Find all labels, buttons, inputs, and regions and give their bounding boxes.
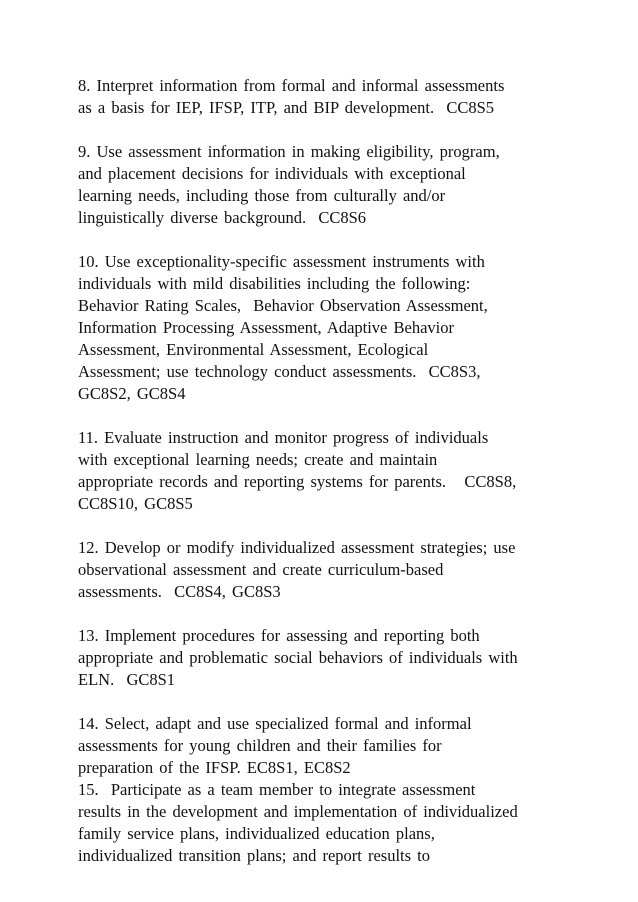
text-line: 8. Interpret information from formal and informal assessments	[78, 76, 505, 95]
text-line: Assessment; use technology conduct assessments. CC8S3,	[78, 362, 481, 381]
text-line: ELN. GC8S1	[78, 670, 176, 689]
text-line: individuals with mild disabilities including the following:	[78, 274, 471, 293]
text-line: Behavior Rating Scales, Behavior Observation Assessment,	[78, 296, 488, 315]
text-line: linguistically diverse background. CC8S6	[78, 208, 367, 227]
text-line: 15. Participate as a team member to integrate assessment	[78, 780, 476, 799]
text-line: with exceptional learning needs; create and maintain	[78, 450, 438, 469]
text-line: Information Processing Assessment, Adaptive Behavior	[78, 318, 454, 337]
text-line: 13. Implement procedures for assessing and reporting both	[78, 626, 480, 645]
text-line: Assessment, Environmental Assessment, Ecological	[78, 340, 429, 359]
text-line: learning needs, including those from culturally and/or	[78, 186, 446, 205]
text-line: 14. Select, adapt and use specialized formal and informal	[78, 714, 472, 733]
text-line: preparation of the IFSP. EC8S1, EC8S2	[78, 758, 351, 777]
text-line: 12. Develop or modify individualized assessment strategies; use	[78, 538, 516, 557]
text-line: observational assessment and create curriculum-based	[78, 560, 444, 579]
text-line: family service plans, individualized education plans,	[78, 824, 435, 843]
text-line: as a basis for IEP, IFSP, ITP, and BIP development. CC8S5	[78, 98, 495, 117]
text-line: appropriate and problematic social behaviors of individuals with	[78, 648, 518, 667]
text-line: 11. Evaluate instruction and monitor progress of individuals	[78, 428, 489, 447]
text-line: 9. Use assessment information in making eligibility, program,	[78, 142, 500, 161]
text-line: assessments for young children and their families for	[78, 736, 442, 755]
text-line: appropriate records and reporting systems for parents. CC8S8,	[78, 472, 517, 491]
text-line: assessments. CC8S4, GC8S3	[78, 582, 281, 601]
text-line: GC8S2, GC8S4	[78, 384, 186, 403]
text-line: 10. Use exceptionality-specific assessment instruments with	[78, 252, 485, 271]
text-line: and placement decisions for individuals with exceptional	[78, 164, 466, 183]
text-line: individualized transition plans; and report results to	[78, 846, 431, 865]
text-line: results in the development and implementation of individualized	[78, 802, 518, 821]
text-line: CC8S10, GC8S5	[78, 494, 193, 513]
